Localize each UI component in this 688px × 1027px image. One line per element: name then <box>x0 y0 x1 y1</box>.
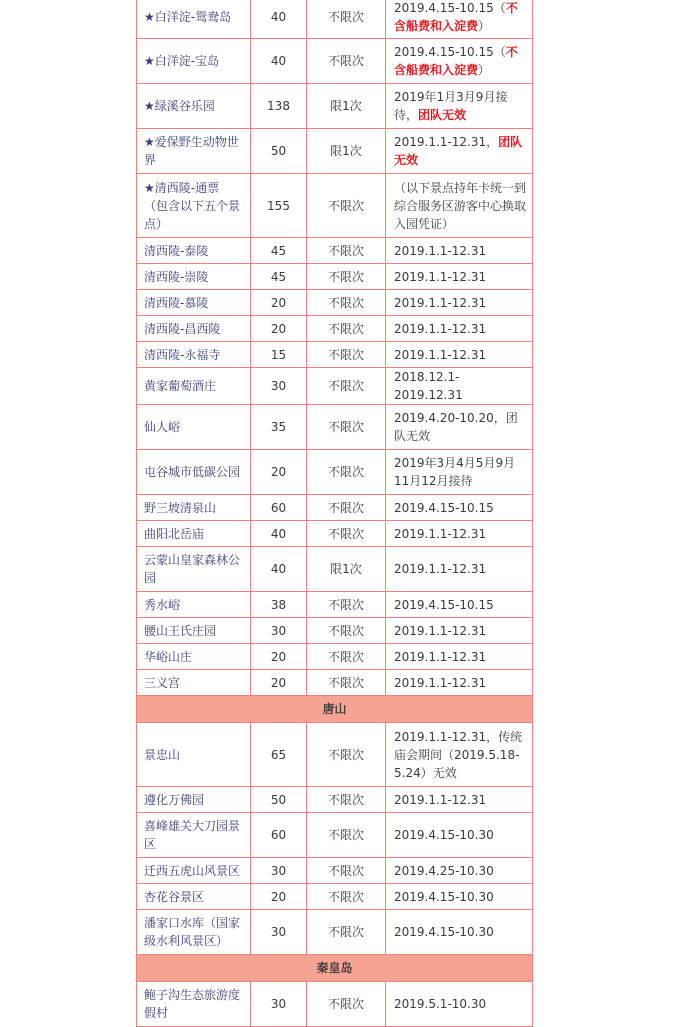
visit-limit: 不限次 <box>307 910 386 955</box>
attraction-name: ★绿溪谷乐园 <box>137 84 251 129</box>
table-row <box>137 547 533 592</box>
price-cell: 20 <box>251 316 307 342</box>
validity-text: 2019.1.1-12.31 <box>394 269 487 284</box>
validity-note: 不含船费和入淀费 <box>394 45 518 77</box>
attraction-name: 清西陵-永福寺 <box>137 342 251 368</box>
validity-period <box>386 342 533 368</box>
visit-limit: 不限次 <box>307 644 386 670</box>
price-cell: 60 <box>251 813 307 858</box>
price-cell: 40 <box>251 521 307 547</box>
validity-tail: ） <box>478 18 491 33</box>
price-cell: 40 <box>251 39 307 84</box>
price-cell: 30 <box>251 858 307 884</box>
visit-limit: 不限次 <box>307 450 386 495</box>
validity-text: 2019.1.1-12.31， <box>394 135 499 149</box>
table-row <box>137 592 533 618</box>
validity-text: 2019.1.1-12.31 <box>394 623 487 638</box>
price-cell: 138 <box>251 84 307 129</box>
attraction-name: 华峪山庄 <box>137 644 251 670</box>
validity-period <box>386 238 533 264</box>
price-cell: 38 <box>251 592 307 618</box>
attraction-name: 云蒙山皇家森林公园 <box>137 547 251 592</box>
validity-text: 2019.1.1-12.31 <box>394 562 487 576</box>
validity-text: 2019.1.1-12.31 <box>394 526 487 541</box>
validity-note: 团队无效 <box>418 108 467 122</box>
price-cell: 20 <box>251 644 307 670</box>
price-cell: 20 <box>251 290 307 316</box>
table-row <box>137 813 533 858</box>
table-row <box>137 495 533 521</box>
section-header <box>137 696 533 723</box>
validity-period <box>386 592 533 618</box>
validity-period <box>386 858 533 884</box>
table-row <box>137 405 533 450</box>
validity-text: 2019.1.1-12.31，传统庙会期间（2019.5.18-5.24）无效 <box>394 729 523 780</box>
table-row <box>137 129 533 174</box>
validity-tail: ） <box>478 63 491 77</box>
attraction-name: 清西陵-崇陵 <box>137 264 251 290</box>
section-title: 唐山 <box>137 696 533 723</box>
attraction-name: 腰山王氏庄园 <box>137 618 251 644</box>
price-cell: 45 <box>251 238 307 264</box>
validity-text: 2019.1.1-12.31 <box>394 649 487 664</box>
visit-limit: 不限次 <box>307 174 386 238</box>
validity-period <box>386 264 533 290</box>
table-row <box>137 521 533 547</box>
validity-period <box>386 884 533 910</box>
validity-text: 2019.4.15-10.30 <box>394 828 494 842</box>
validity-period <box>386 174 533 238</box>
validity-note: 团队无效 <box>394 135 523 167</box>
validity-text: 2019年1月3月9月接待， <box>394 90 508 122</box>
validity-period <box>386 405 533 450</box>
validity-period <box>386 723 533 787</box>
visit-limit: 不限次 <box>307 316 386 342</box>
table-row <box>137 368 533 405</box>
section-header <box>137 955 533 982</box>
visit-limit: 不限次 <box>307 592 386 618</box>
price-cell: 50 <box>251 129 307 174</box>
visit-limit: 不限次 <box>307 290 386 316</box>
price-cell: 30 <box>251 368 307 405</box>
price-cell: 40 <box>251 547 307 592</box>
visit-limit: 不限次 <box>307 39 386 84</box>
validity-text: 2019.4.15-10.15（ <box>394 45 506 59</box>
attraction-name: 清西陵-泰陵 <box>137 238 251 264</box>
table-row <box>137 670 533 696</box>
price-cell: 15 <box>251 342 307 368</box>
section-title: 秦皇岛 <box>137 955 533 982</box>
visit-limit: 不限次 <box>307 495 386 521</box>
visit-limit: 不限次 <box>307 264 386 290</box>
table-row <box>137 264 533 290</box>
visit-limit: 不限次 <box>307 405 386 450</box>
visit-limit: 不限次 <box>307 342 386 368</box>
validity-period <box>386 129 533 174</box>
validity-text: 2019.4.15-10.15 <box>394 500 494 515</box>
attraction-name: 屯谷城市低碳公园 <box>137 450 251 495</box>
price-cell: 45 <box>251 264 307 290</box>
validity-period <box>386 290 533 316</box>
visit-limit: 不限次 <box>307 0 386 39</box>
validity-period <box>386 521 533 547</box>
visit-limit: 不限次 <box>307 813 386 858</box>
attraction-name: 曲阳北岳庙 <box>137 521 251 547</box>
attraction-name: 黄家葡萄酒庄 <box>137 368 251 405</box>
attraction-name: 潘家口水库（国家级水利风景区） <box>137 910 251 955</box>
validity-period <box>386 787 533 813</box>
validity-period <box>386 450 533 495</box>
table-row <box>137 316 533 342</box>
attraction-name: 清西陵-慕陵 <box>137 290 251 316</box>
validity-text: 2019.1.1-12.31 <box>394 243 487 258</box>
attraction-name: 喜峰雄关大刀园景区 <box>137 813 251 858</box>
attraction-name: 迁西五虎山风景区 <box>137 858 251 884</box>
price-cell: 35 <box>251 405 307 450</box>
validity-period <box>386 982 533 1027</box>
validity-text: 2019.1.1-12.31 <box>394 792 487 807</box>
attraction-name: ★白洋淀-宝岛 <box>137 39 251 84</box>
attraction-name: 景忠山 <box>137 723 251 787</box>
table-row <box>137 884 533 910</box>
visit-limit: 不限次 <box>307 884 386 910</box>
table-row <box>137 238 533 264</box>
attraction-name: 仙人峪 <box>137 405 251 450</box>
validity-text: 2019.1.1-12.31 <box>394 295 487 310</box>
visit-limit: 不限次 <box>307 670 386 696</box>
validity-text: 2019.1.1-12.31 <box>394 347 487 362</box>
table-row <box>137 450 533 495</box>
validity-text: 2019年3月4月5月9月11月12月接待 <box>394 456 516 488</box>
table-row <box>137 787 533 813</box>
visit-limit: 限1次 <box>307 84 386 129</box>
validity-period <box>386 495 533 521</box>
attraction-name: 鲍子沟生态旅游度假村 <box>137 982 251 1027</box>
validity-period <box>386 84 533 129</box>
visit-limit: 不限次 <box>307 618 386 644</box>
validity-text: 2019.4.15-10.30 <box>394 925 494 939</box>
attraction-name: ★爱保野生动物世界 <box>137 129 251 174</box>
validity-period <box>386 368 533 405</box>
validity-period <box>386 547 533 592</box>
attraction-name: ★清西陵-通票（包含以下五个景点） <box>137 174 251 238</box>
validity-text: 2019.1.1-12.31 <box>394 321 487 336</box>
visit-limit: 不限次 <box>307 368 386 405</box>
table-row <box>137 723 533 787</box>
table-row <box>137 910 533 955</box>
validity-text: 2019.4.15-10.30 <box>394 889 494 904</box>
validity-text: 2018.12.1-2019.12.31 <box>394 370 463 402</box>
validity-text: 2019.4.15-10.15（ <box>394 0 506 15</box>
price-cell: 60 <box>251 495 307 521</box>
validity-text: （以下景点持年卡统一到综合服务区游客中心换取入园凭证） <box>394 180 527 231</box>
visit-limit: 不限次 <box>307 723 386 787</box>
validity-text: 2019.1.1-12.31 <box>394 675 487 690</box>
visit-limit: 不限次 <box>307 238 386 264</box>
table-row <box>137 982 533 1027</box>
attraction-name: 三义宫 <box>137 670 251 696</box>
validity-period <box>386 618 533 644</box>
validity-text: 2019.4.15-10.15 <box>394 597 494 612</box>
table-row <box>137 644 533 670</box>
price-cell: 40 <box>251 0 307 39</box>
attraction-name: 野三坡清泉山 <box>137 495 251 521</box>
price-cell: 65 <box>251 723 307 787</box>
price-cell: 155 <box>251 174 307 238</box>
price-cell: 50 <box>251 787 307 813</box>
attraction-name: 遵化万佛园 <box>137 787 251 813</box>
validity-period <box>386 813 533 858</box>
price-cell: 20 <box>251 450 307 495</box>
price-cell: 30 <box>251 982 307 1027</box>
visit-limit: 不限次 <box>307 521 386 547</box>
table-row <box>137 342 533 368</box>
validity-text: 2019.5.1-10.30 <box>394 997 487 1011</box>
attraction-table <box>136 0 533 1027</box>
visit-limit: 不限次 <box>307 858 386 884</box>
table-row <box>137 39 533 84</box>
price-cell: 30 <box>251 910 307 955</box>
price-cell: 20 <box>251 670 307 696</box>
table-row <box>137 618 533 644</box>
price-cell: 20 <box>251 884 307 910</box>
validity-period <box>386 39 533 84</box>
validity-note: 不含船费和入淀费 <box>394 0 518 33</box>
validity-period <box>386 644 533 670</box>
validity-period <box>386 0 533 39</box>
table-row <box>137 0 533 39</box>
table-row <box>137 290 533 316</box>
validity-period <box>386 316 533 342</box>
visit-limit: 限1次 <box>307 129 386 174</box>
price-cell: 30 <box>251 618 307 644</box>
table-row <box>137 858 533 884</box>
visit-limit: 不限次 <box>307 982 386 1027</box>
table-row <box>137 174 533 238</box>
attraction-name: 清西陵-昌西陵 <box>137 316 251 342</box>
visit-limit: 不限次 <box>307 787 386 813</box>
validity-text: 2019.4.20-10.20，团队无效 <box>394 411 518 443</box>
attraction-name: 杏花谷景区 <box>137 884 251 910</box>
attraction-name: 秀水峪 <box>137 592 251 618</box>
attraction-name: ★白洋淀-鸳鸯岛 <box>137 0 251 39</box>
validity-text: 2019.4.25-10.30 <box>394 863 494 878</box>
validity-period <box>386 910 533 955</box>
visit-limit: 限1次 <box>307 547 386 592</box>
table-row <box>137 84 533 129</box>
validity-period <box>386 670 533 696</box>
